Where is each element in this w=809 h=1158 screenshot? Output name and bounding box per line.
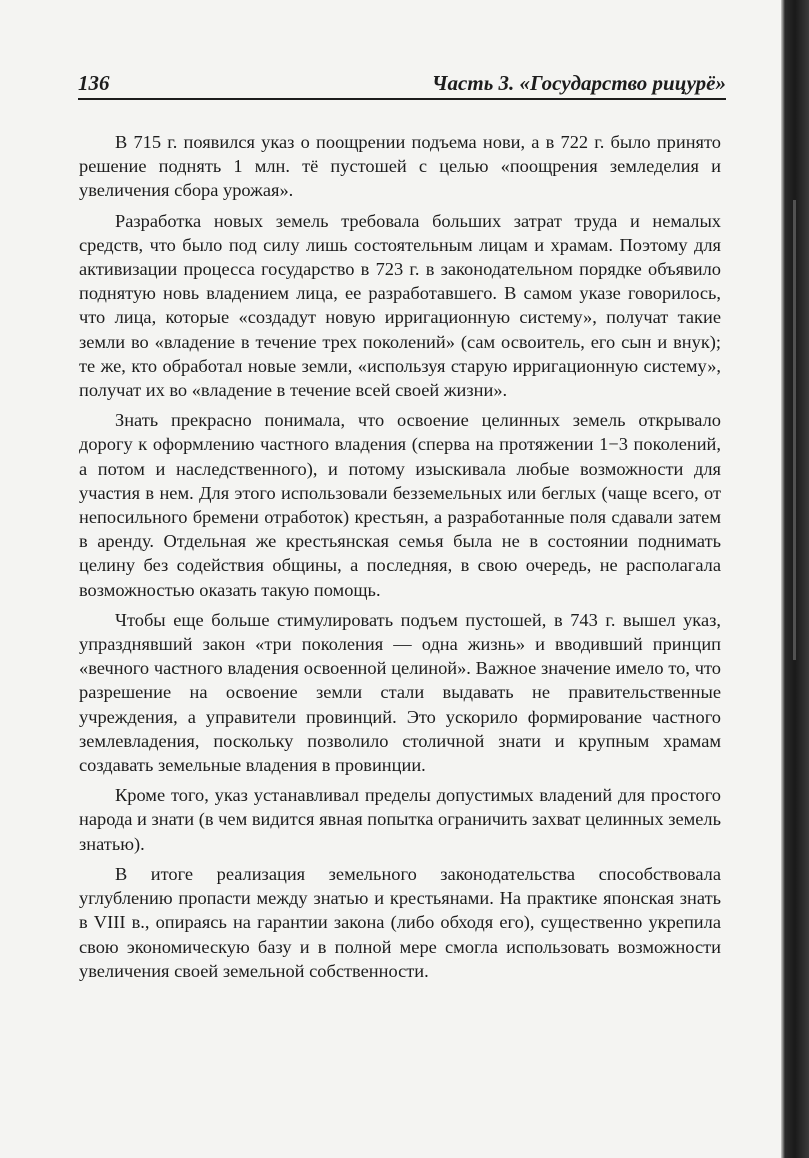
paragraph-3: Знать прекрасно понимала, что освоение целинных земель открывало дорогу к оформлению частного владения (сперва на протяжении 1−3 поколений, а потом и наследственного), и потому изыскивала любые возможности для участия в нем. Для этого использовали безземельных или беглых (чаще всего, от непосильного бремени отработок) крестьян, а разработанные поля сдавали затем в аренду. Отдельная же крестьянская семья была не в состоянии поднимать целину без содействия общины, а последняя, в свою очередь, не располагала возможностью оказать такую помощь. [79, 410, 721, 600]
paragraph-5: Кроме того, указ устанавливал пределы допустимых владений для простого народа и знати (в чем видится явная попытка ограничить захват целинных земель знатью). [79, 785, 721, 854]
page-header [78, 66, 726, 96]
paragraph-6: В итоге реализация земельного законодательства способствовала углублению пропасти между знатью и крестьянами. На практике японская знать в VIII в., опираясь на гарантии закона (либо обходя его), существенно укрепила свою экономическую базу и в полной мере смогла использовать возможности увеличения своей земельной собственности. [79, 863, 721, 981]
header-rule [78, 98, 726, 100]
page-number: 136 [78, 71, 110, 95]
paragraph-2: Разработка новых земель требовала больших затрат труда и немалых средств, что было под силу лишь состоятельным лицам и храмам. Поэтому для активизации процесса государство в 723 г. в законодательном порядке объявило поднятую новь владением лица, ее разработавшего. В самом указе говорилось, что лица, которые «создадут новую ирригационную систему», получат такие земли во «владение в течение трех поколений» (сам освоитель, его сын и внук); те же, кто обработал новые земли, «используя старую ирригационную систему», получат их во «владение в течение всей своей жизни». [79, 210, 721, 401]
body-text [79, 130, 721, 989]
paragraph-4: Чтобы еще больше стимулировать подъем пустошей, в 743 г. вышел указ, упразднявший закон «три поколения — одна жизнь» и вводивший принцип «вечного частного владения освоенной целиной». Важное значение имело то, что разрешение на освоение земли стали выдавать не правительственные учреждения, а управители провинций. Это ускорило формирование частного землевладения, поскольку позволило столичной знати и крупным храмам создавать земельные владения в провинции. [79, 609, 721, 776]
paragraph-1: В 715 г. появился указ о поощрении подъема нови, а в 722 г. было принято решение поднять 1 млн. тё пустошей с целью «поощрения земледелия и увеличения сбора урожая». [79, 132, 721, 201]
running-title: Часть 3. «Государство рицурё» [431, 71, 726, 95]
spine-highlight [793, 200, 796, 660]
